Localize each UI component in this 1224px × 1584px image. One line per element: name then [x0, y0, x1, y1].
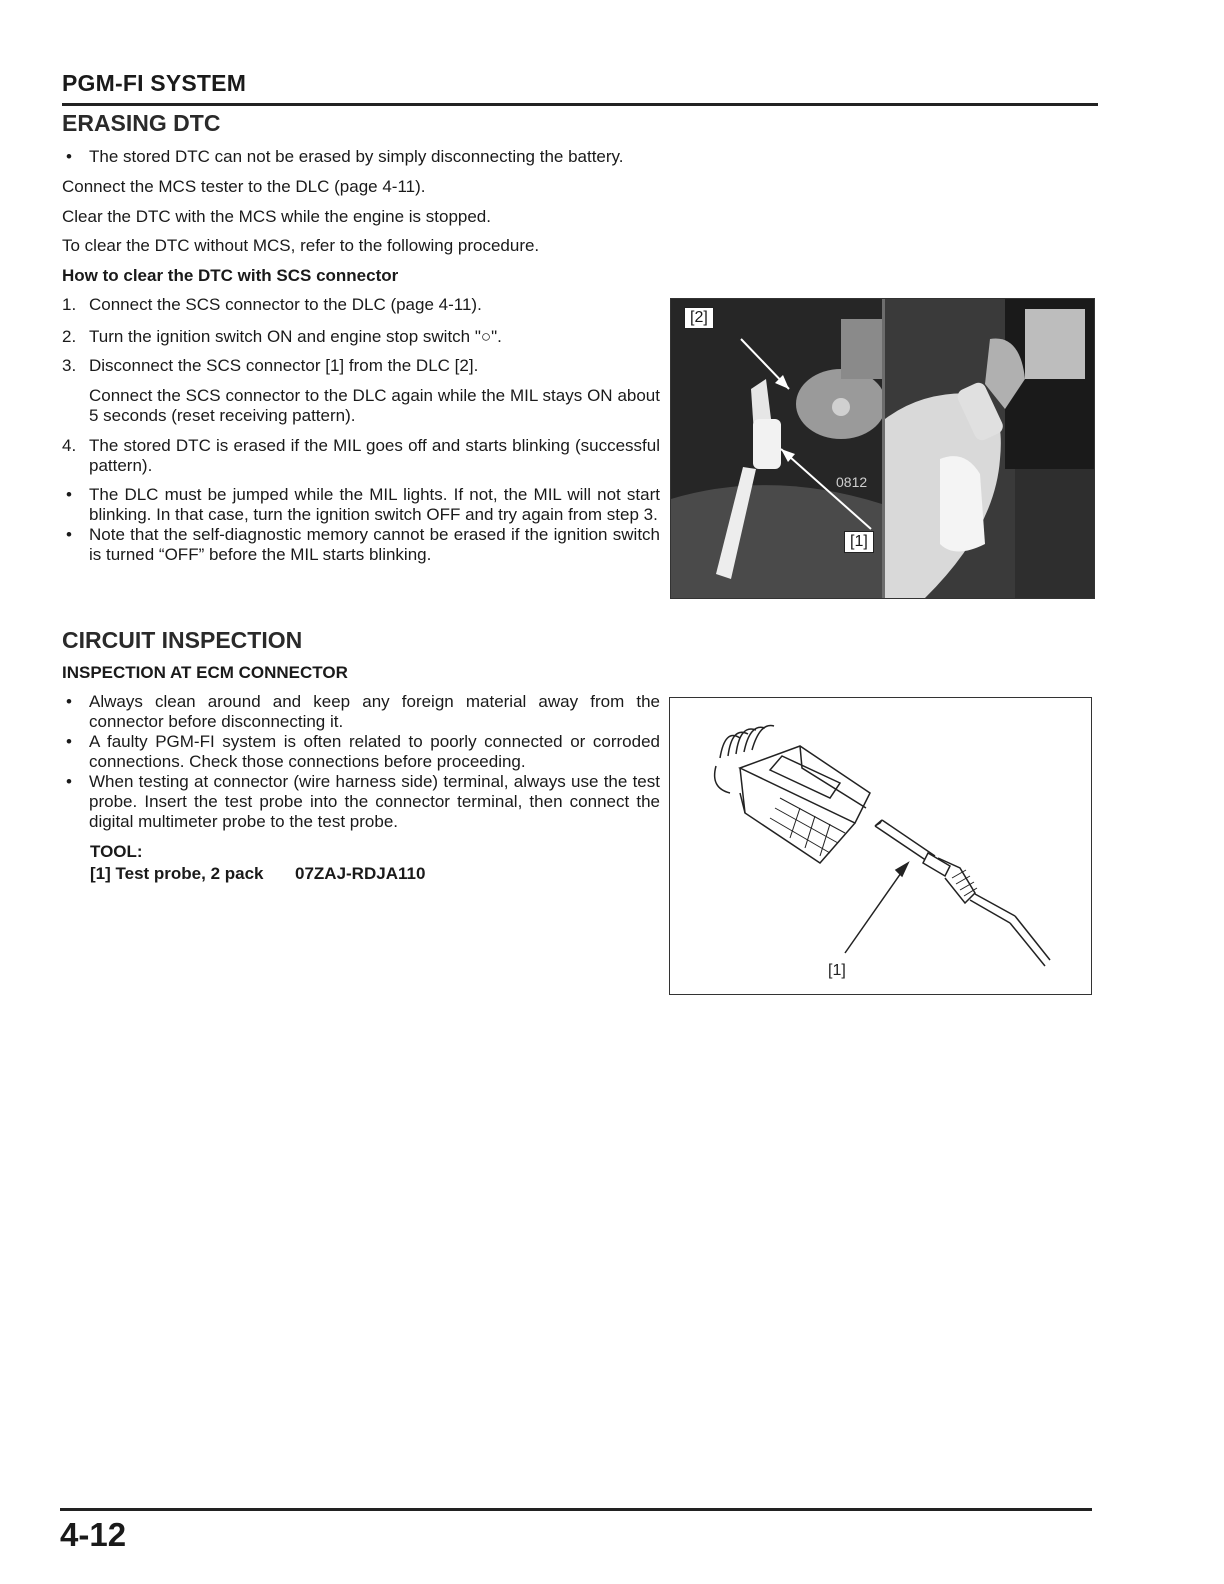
- procedure-step: [62, 356, 660, 376]
- paragraph-without-mcs: To clear the DTC without MCS, refer to the following procedure.: [62, 236, 540, 255]
- note-text: The DLC must be jumped while the MIL lights. If not, the MIL will not start blinking. In that case, turn the ignition switch OFF and try again from step 3.: [89, 485, 660, 524]
- bullet-icon: •: [66, 147, 72, 166]
- note-text: The stored DTC can not be erased by simply disconnecting the battery.: [89, 147, 624, 166]
- erasing-dtc-heading: ERASING DTC: [62, 110, 221, 136]
- hand-photo-illustration: [885, 299, 1094, 598]
- bullet-text: When testing at connector (wire harness side) terminal, always use the test probe. Insert the test probe into the connector terminal, then connect the digital multimeter probe to the test probe.: [89, 772, 660, 831]
- procedure-step: [62, 436, 660, 476]
- step-text: Connect the SCS connector to the DLC again while the MIL stays ON about 5 seconds (reset receiving pattern).: [89, 386, 660, 425]
- inspection-bullet: [62, 732, 660, 772]
- inspection-bullets: [62, 692, 660, 832]
- tool-part-number: 07ZAJ-RDJA110: [295, 864, 426, 883]
- note-text: Note that the self-diagnostic memory cannot be erased if the ignition switch is turned “OFF” before the MIL starts blinking.: [89, 525, 660, 564]
- bullet-text: Always clean around and keep any foreign material away from the connector before disconnecting it.: [89, 692, 660, 731]
- procedure-note: [62, 485, 660, 525]
- procedure-step: [62, 295, 660, 315]
- footer-rule: [60, 1508, 1092, 1511]
- photo-label-scs: [1]: [844, 531, 874, 553]
- step-marker: 3.: [62, 356, 77, 375]
- step-marker: 2.: [62, 327, 77, 346]
- bullet-icon: •: [66, 772, 72, 791]
- step-text: Turn the ignition switch ON and engine stop switch "○".: [89, 327, 502, 346]
- erasing-note-list: [62, 147, 660, 167]
- photo-hand-panel: [885, 299, 1094, 598]
- procedure-steps: [62, 295, 660, 565]
- tool-label: TOOL:: [90, 842, 143, 861]
- scs-connector-photo: [670, 298, 1095, 599]
- step-text: Connect the SCS connector to the DLC (page 4-11).: [89, 295, 482, 314]
- section-title: PGM-FI SYSTEM: [62, 70, 247, 96]
- procedure-step: [62, 327, 660, 347]
- paragraph-clear-dtc: Clear the DTC with the MCS while the engine is stopped.: [62, 207, 491, 226]
- ecm-connector-subheading: INSPECTION AT ECM CONNECTOR: [62, 663, 348, 682]
- test-probe-diagram: [669, 697, 1092, 995]
- photo-marking-text: 0812: [836, 474, 868, 490]
- step-text: The stored DTC is erased if the MIL goes off and starts blinking (successful pattern).: [89, 436, 660, 475]
- scs-procedure-subheading: How to clear the DTC with SCS connector: [62, 266, 399, 285]
- step-text: Disconnect the SCS connector [1] from the DLC [2].: [89, 356, 479, 375]
- bullet-icon: •: [66, 732, 72, 751]
- circuit-inspection-heading: CIRCUIT INSPECTION: [62, 627, 303, 653]
- inspection-bullet: [62, 692, 660, 732]
- inspection-bullet: [62, 772, 660, 832]
- bullet-icon: •: [66, 692, 72, 711]
- erasing-note: [62, 147, 660, 167]
- bullet-icon: •: [66, 485, 72, 504]
- procedure-note: [62, 525, 660, 565]
- procedure-step: [62, 386, 660, 426]
- step-marker: 4.: [62, 436, 77, 455]
- paragraph-connect-mcs: Connect the MCS tester to the DLC (page 4-11).: [62, 177, 426, 196]
- photo-dlc-panel: [671, 299, 882, 598]
- photo-label-dlc: [2]: [684, 307, 714, 329]
- header-rule: [62, 103, 1098, 106]
- diagram-label-probe: [1]: [828, 962, 846, 979]
- bullet-icon: •: [66, 525, 72, 544]
- step-marker: 1.: [62, 295, 77, 314]
- tool-item: [1] Test probe, 2 pack: [90, 864, 264, 883]
- dlc-photo-illustration: [671, 299, 882, 598]
- connector-probe-drawing: [670, 698, 1091, 994]
- bullet-text: A faulty PGM-FI system is often related to poorly connected or corroded connections. Check those connections before proceeding.: [89, 732, 660, 771]
- page-number: 4-12: [60, 1516, 127, 1553]
